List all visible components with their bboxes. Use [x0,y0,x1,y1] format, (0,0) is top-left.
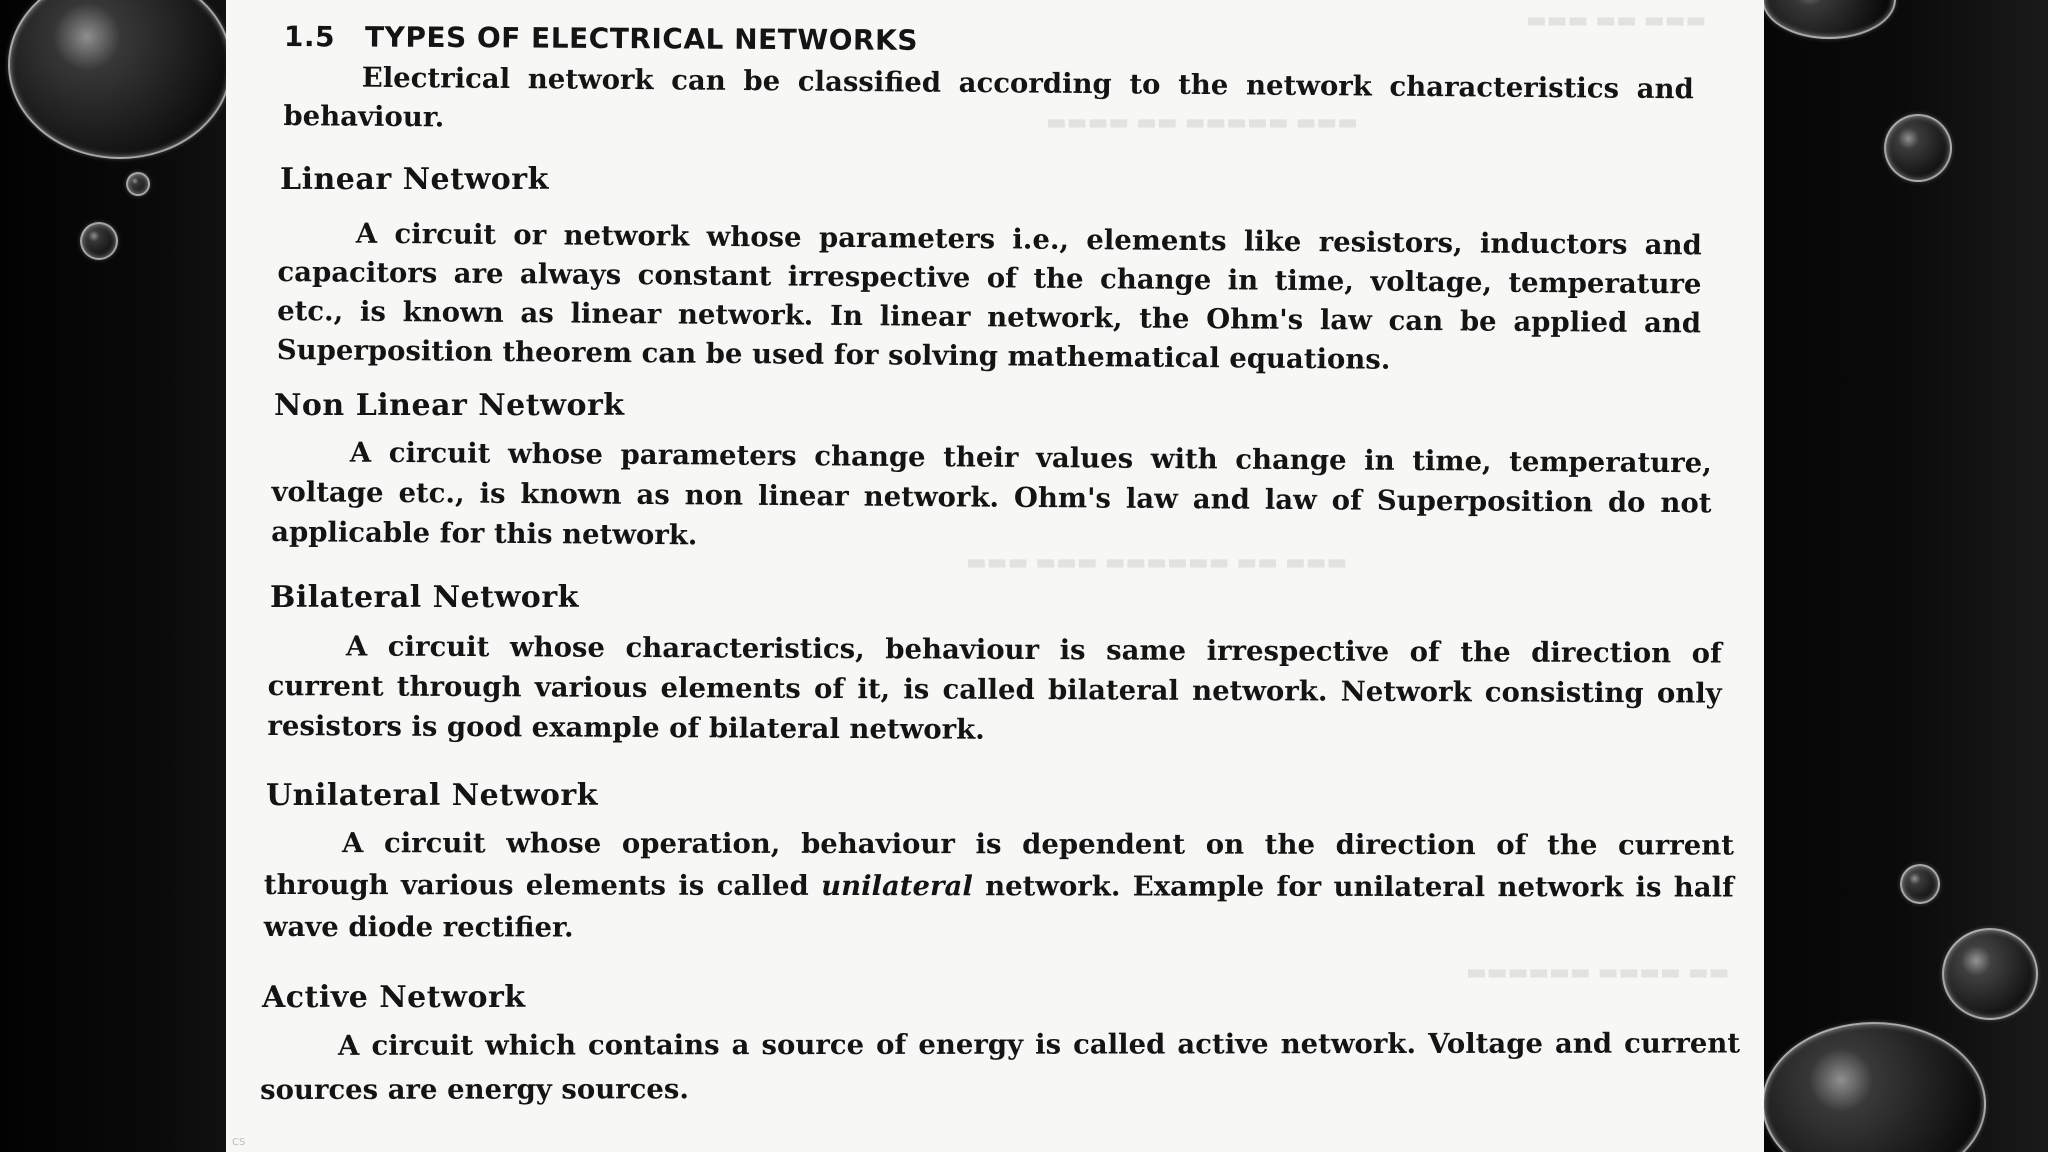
bleed-through-texture: ▬▬▬▬ ▬▬ ▬▬▬▬▬ ▬▬▬ [1046,110,1358,135]
heading-active-network: Active Network [262,980,526,1015]
section-title: TYPES OF ELECTRICAL NETWORKS [364,20,919,57]
heading-non-linear-network: Non Linear Network [274,388,625,423]
unilateral-network-paragraph [264,822,1734,951]
scanner-watermark: CS [232,1137,246,1148]
bubble-decoration [1900,864,1940,904]
bubble-decoration [1942,928,2038,1020]
linear-network-text: A circuit or network whose parameters i.e., elements like resistors, inductors and capacitors are always constant irrespective of the change in time, voltage, temperature etc., is known as linear network. In linear network, the Ohm's law can be applied and Superposition theorem can be used for solving mathematical equations. [276,217,1702,376]
unilateral-emphasis: unilateral [821,869,973,903]
bilateral-network-text: A circuit whose characteristics, behaviour is same irrespective of the direction of current through various elements of it, is called bilateral network. Network consisting only resistors is good example of bilateral network. [267,630,1722,746]
bubble-decoration [126,172,150,196]
unilateral-text-before: A circuit whose operation, behaviour is dependent on the direction of the current through various elements is called [263,827,1734,902]
paragraph-non-linear-network [271,432,1712,563]
paragraph-bilateral-network [267,626,1722,754]
paragraph-linear-network [277,214,1702,382]
left-backdrop [0,0,226,1152]
heading-unilateral-network: Unilateral Network [266,778,599,813]
heading-linear-network: Linear Network [280,162,549,197]
bleed-through-texture: ▬▬▬▬▬▬ ▬▬▬▬ ▬▬ [1466,960,1730,985]
section-heading [284,20,918,57]
intro-paragraph [283,58,1694,148]
paragraph-unilateral-network [264,822,1734,951]
non-linear-network-text: A circuit whose parameters change their values with change in time, temperature, voltage etc., is known as non linear network. Ohm's law and law of Superposition do not applicable for this network. [271,436,1712,552]
scanned-page [226,0,1764,1152]
bleed-through-texture: ▬▬▬ ▬▬▬ ▬▬▬▬▬▬ ▬▬ ▬▬▬ [966,550,1348,575]
section-number: 1.5 [283,20,336,54]
heading-bilateral-network: Bilateral Network [270,580,579,615]
bleed-through-texture: ▬▬▬ ▬▬ ▬▬▬ [1526,8,1707,33]
paragraph-active-network [260,1021,1740,1112]
bubble-decoration [80,222,118,260]
active-network-text: A circuit which contains a source of energy is called active network. Voltage and current sources are energy sources. [260,1027,1741,1106]
bubble-decoration [1884,114,1952,182]
unilateral-text-after: network. Example for unilateral network is half wave diode rectifier. [263,870,1734,944]
intro-text: Electrical network can be classified according to the network characteristics and behaviour. [283,61,1694,134]
